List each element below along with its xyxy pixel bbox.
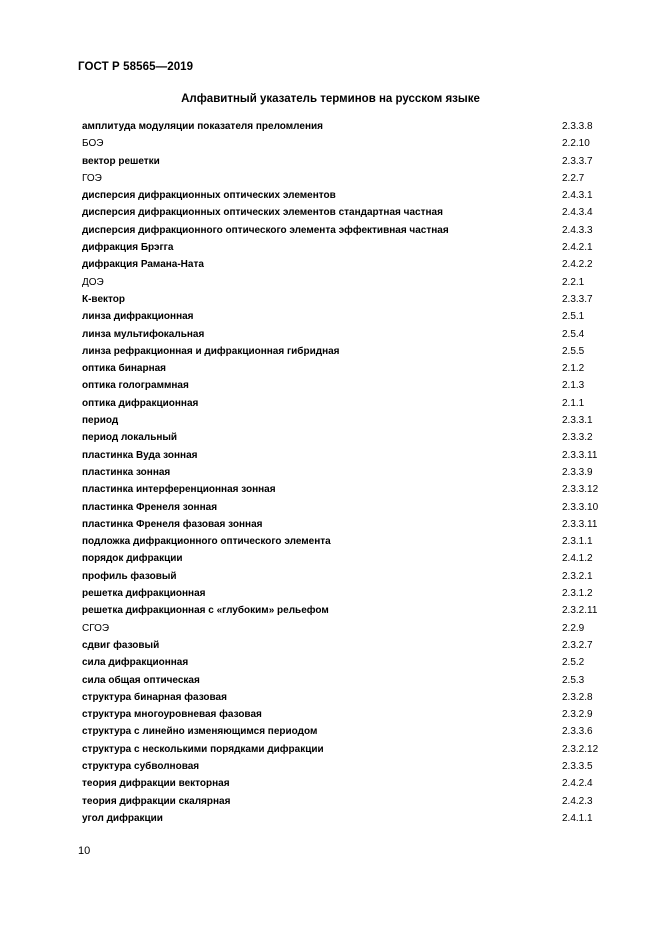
index-entry — [82, 153, 602, 170]
index-entry — [82, 793, 602, 810]
index-section-number: 2.2.7 — [562, 172, 585, 184]
index-section-number: 2.3.3.7 — [562, 293, 593, 305]
index-section-number: 2.4.2.2 — [562, 259, 593, 271]
index-entry — [82, 672, 602, 689]
index-term: структура с несколькими порядками дифракции — [82, 743, 324, 755]
index-entry — [82, 170, 602, 187]
index-entry — [82, 464, 602, 481]
index-section-number: 2.1.2 — [562, 363, 585, 375]
index-term: профиль фазовый — [82, 570, 177, 582]
index-term: структура субволновая — [82, 760, 200, 772]
index-entry — [82, 274, 602, 291]
index-section-number: 2.4.2.3 — [562, 795, 593, 807]
index-entry — [82, 308, 602, 325]
index-entry — [82, 412, 602, 429]
index-term: дисперсия дифракционных оптических элементов — [82, 190, 336, 202]
index-section-number: 2.4.2.4 — [562, 778, 593, 790]
index-entry — [82, 256, 602, 273]
index-entry — [82, 118, 602, 135]
index-term: пластинка интерференционная зонная — [82, 484, 276, 496]
index-term: вектор решетки — [82, 155, 160, 167]
term-index-list — [82, 118, 602, 827]
index-entry — [82, 187, 602, 204]
index-entry — [82, 360, 602, 377]
index-term: угол дифракции — [82, 812, 163, 824]
index-section-number: 2.3.2.12 — [562, 743, 599, 755]
index-section-number: 2.4.2.1 — [562, 242, 593, 254]
index-entry — [82, 204, 602, 221]
index-term: ГОЭ — [82, 172, 102, 184]
index-term: дисперсия дифракционных оптических элементов стандартная частная — [82, 207, 443, 219]
index-entry — [82, 810, 602, 827]
index-section-number: 2.3.3.11 — [562, 518, 598, 530]
index-term: сила общая оптическая — [82, 674, 200, 686]
index-term: теория дифракции векторная — [82, 778, 230, 790]
index-term: линза мультифокальная — [82, 328, 205, 340]
index-term: период — [82, 415, 119, 427]
index-entry — [82, 637, 602, 654]
index-term: амплитуда модуляции показателя преломления — [82, 121, 323, 132]
index-section-number: 2.3.2.1 — [562, 570, 593, 582]
index-term: К-вектор — [82, 293, 125, 305]
index-section-number: 2.4.3.1 — [562, 190, 593, 202]
index-term: пластинка зонная — [82, 466, 171, 478]
index-term: дисперсия дифракционного оптического элемента эффективная частная — [82, 224, 449, 236]
index-section-number: 2.3.2.8 — [562, 691, 593, 703]
index-term: ДОЭ — [82, 276, 104, 288]
index-term: линза дифракционная — [82, 311, 194, 323]
index-term: теория дифракции скалярная — [82, 795, 231, 807]
index-entry — [82, 689, 602, 706]
index-term: дифракция Рамана-Ната — [82, 259, 204, 271]
index-term: решетка дифракционная с «глубоким» рельефом — [82, 605, 329, 617]
index-section-number: 2.4.1.1 — [562, 812, 593, 824]
index-section-number: 2.3.3.7 — [562, 155, 593, 167]
index-section-number: 2.3.2.9 — [562, 709, 593, 721]
index-section-number: 2.3.2.7 — [562, 639, 593, 651]
index-entry — [82, 516, 602, 533]
index-section-number: 2.3.3.11 — [562, 449, 598, 461]
index-entry — [82, 533, 602, 550]
index-entry — [82, 499, 602, 516]
document-header: ГОСТ Р 58565—2019 — [78, 61, 194, 73]
index-section-number: 2.4.1.2 — [562, 553, 593, 565]
index-term: порядок дифракции — [82, 553, 183, 565]
index-term: период локальный — [82, 432, 178, 444]
index-term: оптика дифракционная — [82, 397, 199, 409]
index-entry — [82, 775, 602, 792]
index-entry — [82, 395, 602, 412]
index-entry — [82, 135, 602, 152]
index-section-number: 2.3.3.1 — [562, 415, 593, 427]
index-section-number: 2.5.3 — [562, 674, 585, 686]
index-section-number: 2.3.3.2 — [562, 432, 593, 444]
page-number: 10 — [78, 845, 91, 857]
index-entry — [82, 326, 602, 343]
index-entry — [82, 741, 602, 758]
index-term: структура бинарная фазовая — [82, 691, 227, 703]
index-term: БОЭ — [82, 138, 104, 150]
index-term: дифракция Брэгга — [82, 242, 174, 254]
index-entry — [82, 222, 602, 239]
index-entry — [82, 377, 602, 394]
index-section-number: 2.3.3.12 — [562, 484, 599, 496]
index-entry — [82, 481, 602, 498]
index-section-number: 2.1.3 — [562, 380, 585, 392]
index-section-number: 2.3.3.8 — [562, 121, 593, 132]
index-term: оптика бинарная — [82, 363, 167, 375]
index-term: пластинка Френеля фазовая зонная — [82, 518, 263, 530]
index-term: структура многоуровневая фазовая — [82, 709, 262, 721]
index-term: линза рефракционная и дифракционная гибридная — [82, 345, 340, 357]
index-entry — [82, 706, 602, 723]
index-section-number: 2.2.1 — [562, 276, 585, 288]
index-term: решетка дифракционная — [82, 588, 206, 600]
index-section-number: 2.5.2 — [562, 657, 585, 669]
index-section-number: 2.2.10 — [562, 138, 590, 150]
index-entry — [82, 620, 602, 637]
index-entry — [82, 343, 602, 360]
index-section-number: 2.4.3.4 — [562, 207, 593, 219]
index-section-number: 2.4.3.3 — [562, 224, 593, 236]
index-term: структура с линейно изменяющимся периодом — [82, 726, 318, 738]
index-term: сила дифракционная — [82, 657, 189, 669]
index-section-number: 2.3.3.9 — [562, 466, 593, 478]
index-entry — [82, 602, 602, 619]
index-term: оптика голограммная — [82, 380, 189, 392]
index-entry — [82, 723, 602, 740]
index-entry — [82, 550, 602, 567]
index-entry — [82, 429, 602, 446]
index-entry — [82, 654, 602, 671]
index-section-number: 2.2.9 — [562, 622, 585, 634]
index-term: СГОЭ — [82, 622, 110, 634]
index-section-number: 2.3.2.11 — [562, 605, 598, 617]
index-entry — [82, 239, 602, 256]
index-section-number: 2.3.3.10 — [562, 501, 599, 513]
index-entry — [82, 291, 602, 308]
index-entry — [82, 585, 602, 602]
index-term: сдвиг фазовый — [82, 639, 160, 651]
index-section-number: 2.3.1.2 — [562, 588, 593, 600]
index-section-number: 2.1.1 — [562, 397, 585, 409]
index-entry — [82, 447, 602, 464]
index-section-number: 2.3.3.6 — [562, 726, 593, 738]
index-term: подложка дифракционного оптического элемента — [82, 536, 331, 548]
index-section-number: 2.3.1.1 — [562, 536, 593, 548]
index-title: Алфавитный указатель терминов на русском языке — [181, 93, 480, 105]
index-section-number: 2.5.5 — [562, 345, 585, 357]
index-section-number: 2.5.1 — [562, 311, 585, 323]
index-entry — [82, 568, 602, 585]
index-section-number: 2.3.3.5 — [562, 760, 593, 772]
index-section-number: 2.5.4 — [562, 328, 585, 340]
index-term: пластинка Вуда зонная — [82, 449, 198, 461]
index-term: пластинка Френеля зонная — [82, 501, 218, 513]
index-entry — [82, 758, 602, 775]
